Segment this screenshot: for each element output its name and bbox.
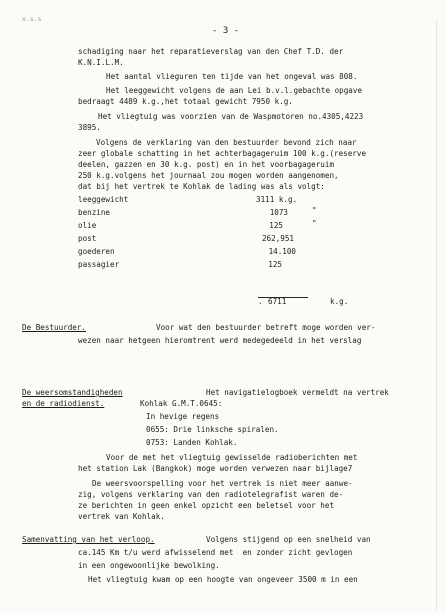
log-line: In hevige regens — [146, 412, 220, 421]
log-line: 0753: Landen Kohlak. — [146, 438, 238, 447]
total-value: 6711 — [268, 297, 287, 306]
log-line: 0655: Drie linksche spiralen. — [146, 425, 279, 434]
body-line: 250 k.g.volgens het journaal zou mogen worden aangenomen, — [78, 171, 339, 180]
body-line: zeer globale schatting in het achterbagageruim 100 k.g.(reserve — [78, 149, 367, 158]
body-line: K.N.I.L.M. — [78, 58, 124, 67]
body-line: Voor de met het vliegtuig gewisselde radioberichten met — [106, 453, 358, 462]
corner-mark: x.s.s — [22, 15, 42, 23]
ditto-mark: " — [312, 219, 317, 228]
weight-value: 1073 — [269, 208, 288, 217]
page-number: - 3 - — [212, 26, 240, 36]
body-line: De weersvoorspelling voor het vertrek is niet meer aanwe- — [92, 479, 353, 488]
section-heading-radio: en de radiodienst. — [22, 399, 105, 408]
section-heading-weer: De weersomstandigheden — [22, 388, 123, 397]
body-line: ze berichten in geen enkel opzicht een beletsel voor het — [78, 501, 335, 510]
weight-label: leeggewicht — [78, 195, 129, 204]
weight-value: 14.100 — [268, 247, 296, 256]
weight-label: benzine — [78, 208, 111, 217]
body-line: Het vliegtuig was voorzien van de Waspmotoren no.4305,4223 — [98, 112, 364, 121]
body-line: Volgens stijgend op een snelheid van — [206, 535, 371, 544]
body-line: vertrek van Kohlak. — [78, 512, 165, 521]
page-edge-line — [436, 20, 437, 610]
section-heading-bestuurder: De Bestuurder. — [22, 323, 87, 332]
body-line: deelen, gazzen en 30 k.g. post) en in het voorbagageruim — [78, 160, 335, 169]
weight-label: olie — [78, 221, 97, 230]
body-line: Het vliegtuig kwam op een hoogte van ongeveer 3500 m in een — [88, 575, 358, 584]
ditto-mark: " — [312, 206, 317, 215]
weight-label: goederen — [78, 247, 115, 256]
body-line: ca.145 Km t/u werd afwisselend met en zonder zicht gevlogen — [78, 548, 353, 557]
body-line: Het navigatielogboek vermeldt na vertrek — [206, 388, 389, 397]
body-line: schadiging naar het reparatieverslag van den Chef T.D. der — [78, 47, 344, 56]
body-line: bedraagt 4489 k.g.,het totaal gewicht 7950 k.g. — [78, 97, 293, 106]
body-line: zig, volgens verklaring van den radiotelegrafist waren de- — [78, 490, 344, 499]
weight-label: passagier — [78, 260, 120, 269]
weight-value: 125 — [269, 221, 283, 230]
total-unit: k.g. — [330, 297, 349, 306]
body-line: Volgens de verklaring van den bestuurder bevond zich naar — [96, 138, 357, 147]
body-line: wezen naar hetgeen hieromtrent werd medegedeeld in het verslag — [78, 336, 362, 345]
total-prefix: . — [258, 297, 268, 306]
weight-label: post — [78, 234, 97, 243]
body-line: 3895. — [78, 123, 101, 132]
body-line: Het leeggewicht volgens de aan Lei b.v.l.gebachte opgave — [106, 86, 363, 95]
section-heading-samenvatting: Samenvatting van het verloop. — [22, 535, 155, 544]
body-line: Voor wat den bestuurder betreft moge worden ver- — [156, 323, 376, 332]
body-line: Kohlak G.M.T.0645: — [140, 399, 223, 408]
body-line: in een ongewoonlijke bewolking. — [78, 561, 220, 570]
weight-value: 125 — [268, 260, 282, 269]
body-line: dat bij het vertrek te Kohlak de lading was als volgt: — [78, 182, 325, 191]
weight-value: 262,951 — [261, 234, 294, 243]
weight-value: 3111 k.g. — [256, 195, 298, 204]
body-line: het station Lak (Bangkok) moge worden verwezen naar bijlage7 — [78, 464, 353, 473]
body-line: Het aantal vlieguren ten tijde van het ongeval was 808. — [106, 72, 358, 81]
